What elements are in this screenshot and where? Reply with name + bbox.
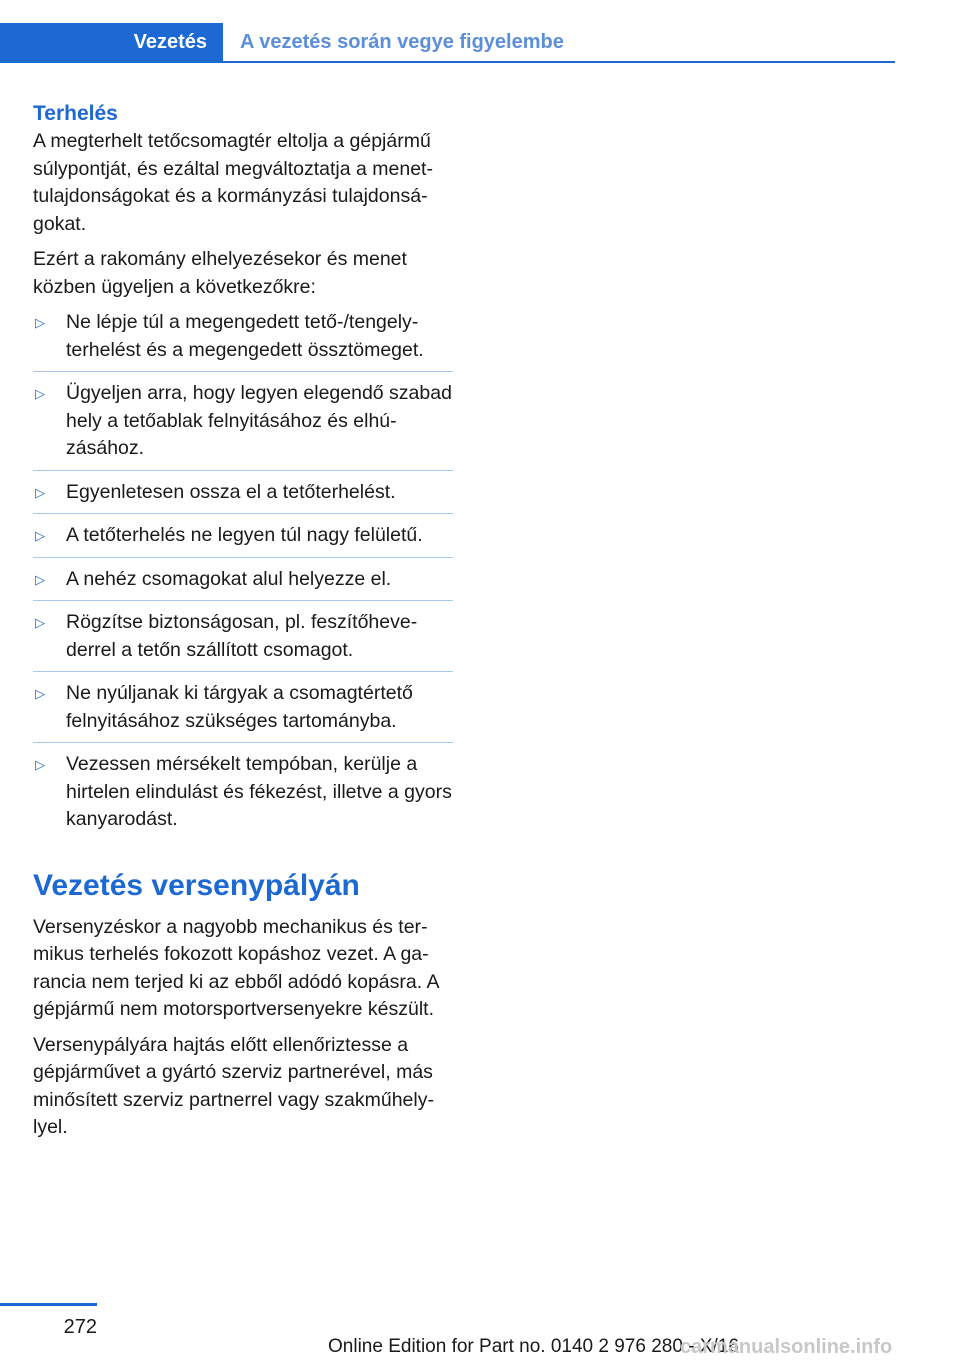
section-tab-label: Vezetés [133, 30, 207, 53]
divider [33, 557, 453, 558]
triangle-right-icon: ▷ [35, 686, 45, 701]
footer-divider [0, 1303, 97, 1306]
list-item-text: Rögzítse biztonságosan, pl. feszítőhevederrel a tetőn szállított csomagot. [66, 611, 418, 661]
divider [33, 470, 453, 471]
bullet-list [33, 309, 453, 834]
triangle-right-icon: ▷ [35, 386, 45, 401]
divider [33, 742, 453, 743]
divider [33, 671, 453, 672]
list-item [33, 522, 453, 550]
page-header [0, 23, 895, 63]
triangle-right-icon: ▷ [35, 484, 45, 500]
divider [33, 513, 453, 514]
watermark: carmanualsonline.info [680, 1336, 893, 1358]
triangle-right-icon: ▷ [35, 315, 45, 330]
triangle-right-icon: ▷ [35, 528, 45, 543]
triangle-right-icon: ▷ [35, 615, 45, 630]
triangle-right-icon: ▷ [35, 571, 45, 587]
list-item-text: Vezessen mérsékelt tempóban, kerülje a hirtelen elindulást és fékezést, illetve a gyors kanyarodást. [66, 753, 452, 830]
list-item-text: Ügyeljen arra, hogy legyen elegendő szabad hely a tetőablak felnyitásához és elhúzásához. [66, 382, 452, 459]
list-item [33, 309, 453, 364]
list-item-text: A tetőterhelés ne legyen túl nagy felületű. [66, 524, 423, 546]
page-number: 272 [63, 1316, 97, 1338]
paragraph: Versenyzéskor a nagyobb mechanikus és termikus terhelés fokozott kopáshoz vezet. A garancia nem terjed ki az ebből adódó kopásra. A gépjármű nem motorsportversenyekre készült. [33, 915, 439, 1020]
section-title-terheles: Terhelés [33, 102, 118, 125]
breadcrumb[interactable] [240, 23, 564, 61]
list-item [33, 380, 453, 463]
main-content [33, 100, 453, 1150]
edition-note: Online Edition for Part no. 0140 2 976 280 - X/16 [328, 1336, 739, 1357]
list-item [33, 479, 453, 507]
section-title-versenypalya: Vezetés versenypályán [33, 868, 360, 902]
triangle-right-icon: ▷ [35, 757, 45, 772]
section-tab[interactable] [0, 23, 223, 61]
paragraph: Ezért a rakomány elhelyezésekor és menet közben ügyeljen a következőkre: [33, 248, 407, 298]
list-item [33, 566, 453, 594]
list-item [33, 680, 453, 735]
list-item-text: Ne lépje túl a megengedett tető-/tengelyterhelést és a megengedett össztömeget. [66, 311, 424, 361]
divider [33, 600, 453, 601]
paragraph: Versenypályára hajtás előtt ellenőriztesse a gépjárművet a gyártó szerviz partnerével, más minősített szerviz partnerrel vagy szakműhelylyel. [33, 1033, 434, 1138]
divider [33, 371, 453, 372]
paragraph: A megterhelt tetőcsomagtér eltolja a gépjármű súlypontját, és ezáltal megváltoztatja a menettulajdonságokat és a kormányzási tulajdonságokat. [33, 130, 433, 235]
list-item [33, 751, 453, 834]
list-item-text: Egyenletesen ossza el a tetőterhelést. [66, 480, 396, 503]
header-divider [0, 61, 895, 63]
list-item-text: A nehéz csomagokat alul helyezze el. [66, 567, 392, 590]
list-item-text: Ne nyúljanak ki tárgyak a csomagtértető felnyitásához szükséges tartományba. [66, 682, 413, 732]
breadcrumb-label: A vezetés során vegye figyelembe [240, 30, 564, 53]
list-item [33, 609, 453, 664]
